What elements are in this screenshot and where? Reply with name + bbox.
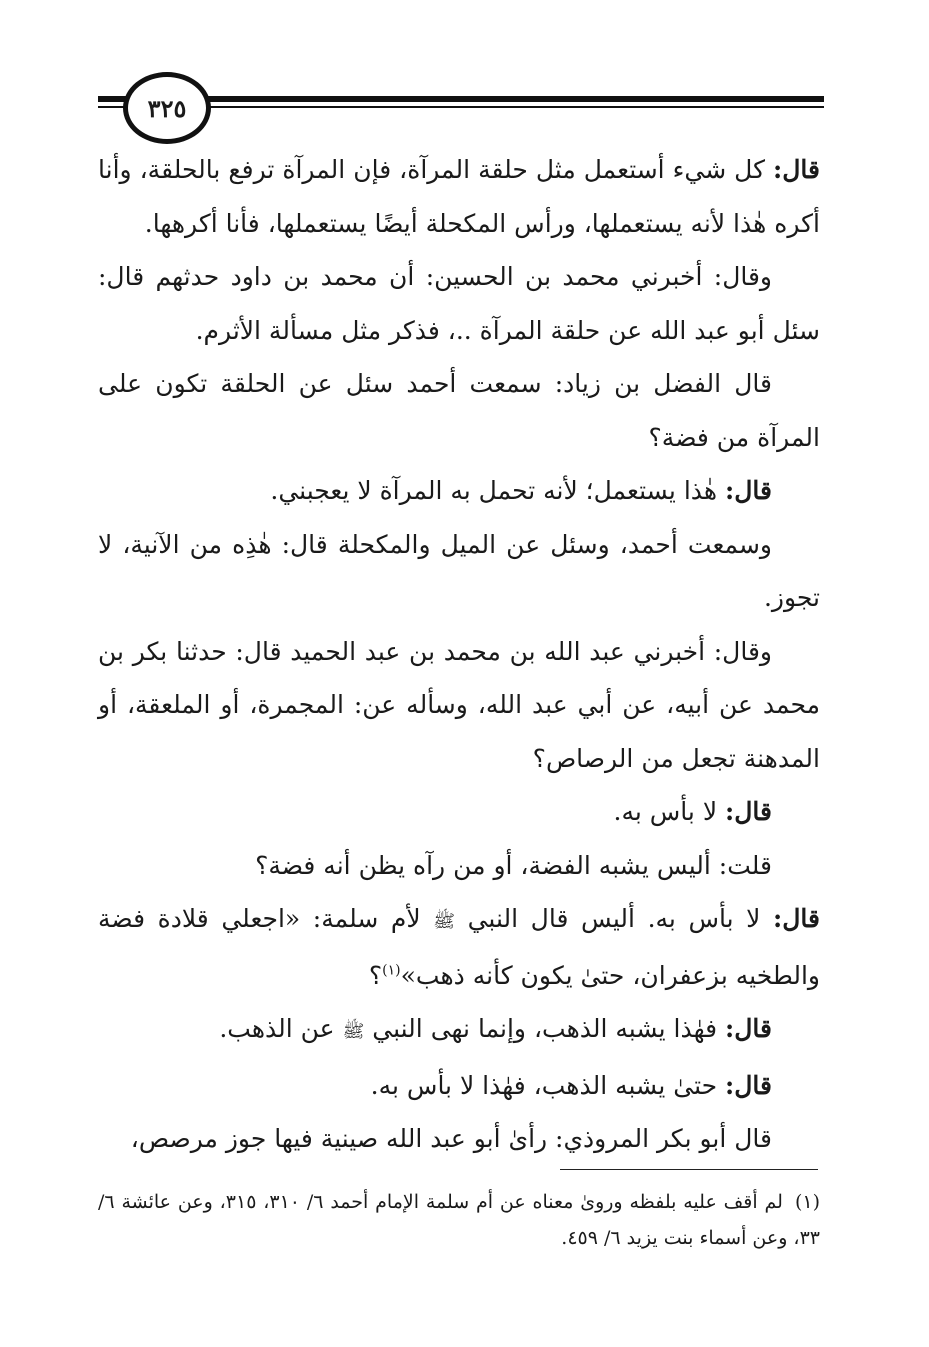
footnote (98, 1184, 820, 1256)
paragraph-2 (98, 250, 820, 357)
page-header (0, 60, 929, 140)
paragraph-text: لا بأس به. (613, 797, 726, 826)
paragraph-6 (98, 625, 820, 786)
paragraph-text: قال أبو بكر المروذي: رأىٰ أبو عبد الله صينية فيها جوز مرصص، (130, 1124, 772, 1153)
page-body (98, 143, 820, 1166)
salutation-symbol: ﷺ (433, 911, 455, 932)
footnote-text: لم أقف عليه بلفظه وروىٰ معناه عن أم سلمة الإمام أحمد ٦/ ٣١٠، ٣١٥، وعن عائشة ٦/ ٣٣، وعن أسماء بنت يزيد ٦/ ٤٥٩. (98, 1191, 820, 1249)
keyword-qala: قال: (773, 904, 820, 933)
paragraph-text: وقال: أخبرني محمد بن الحسين: أن محمد بن داود حدثهم قال: سئل أبو عبد الله عن حلقة المرآة ..، فذكر مثل مسألة الأثرم. (98, 262, 820, 345)
paragraph-text: وقال: أخبرني عبد الله بن محمد بن عبد الحميد قال: حدثنا بكر بن محمد عن أبيه، عن أبي عبد الله، وسأله عن: المجمرة، أو الملعقة، أو المدهنة تجعل من الرصاص؟ (98, 636, 820, 773)
keyword-qala: قال: (725, 797, 772, 826)
paragraph-12 (98, 1112, 820, 1166)
paragraph-1 (98, 143, 820, 250)
paragraph-text: كل شيء أستعمل مثل حلقة المرآة، فإن المرآة ترفع بالحلقة، وأنا أكره هٰذا لأنه يستعملها، ورأس المكحلة أيضًا يستعملها، فأنا أكرهها. (98, 155, 820, 238)
paragraph-text: عن الذهب. (219, 1014, 343, 1043)
paragraph-text: لأم سلمة: «اجعلي قلادة فضة والطخيه بزعفران، حتىٰ يكون كأنه ذهب» (98, 904, 820, 990)
paragraph-text: قلت: أليس يشبه الفضة، أو من رآه يظن أنه فضة؟ (255, 850, 772, 880)
paragraph-3 (98, 357, 820, 464)
paragraph-text: فهٰذا يشبه الذهب، وإنما نهى النبي (364, 1014, 726, 1043)
keyword-qala: قال: (773, 155, 820, 184)
paragraph-text: لا بأس به. أليس قال النبي (454, 904, 774, 933)
keyword-qala: قال: (725, 476, 772, 505)
paragraph-5 (98, 518, 820, 625)
paragraph-text: حتىٰ يشبه الذهب، فهٰذا لا بأس به. (370, 1070, 726, 1100)
paragraph-text: قال الفضل بن زياد: سمعت أحمد سئل عن الحلقة تكون على المرآة من فضة؟ (98, 369, 820, 452)
page-number (123, 72, 211, 144)
keyword-qala: قال: (725, 1014, 772, 1043)
paragraph-text: هٰذا يستعمل؛ لأنه تحمل به المرآة لا يعجبني. (270, 476, 726, 505)
keyword-qala: قال: (725, 1070, 772, 1100)
paragraph-8 (98, 839, 820, 893)
paragraph-10 (98, 1002, 820, 1059)
paragraph-text: ؟ (368, 960, 383, 990)
paragraph-4 (98, 464, 820, 518)
footnote-reference[interactable]: (١) (382, 962, 401, 979)
page-number-text: ٣٢٥ (147, 93, 187, 123)
paragraph-text: وسمعت أحمد، وسئل عن الميل والمكحلة قال: هٰذِه من الآنية، لا تجوز. (98, 529, 820, 612)
paragraph-9 (98, 892, 820, 1002)
footnote-separator (560, 1169, 818, 1170)
salutation-symbol: ﷺ (342, 1021, 365, 1042)
paragraph-7 (98, 785, 820, 839)
footnote-number: (١) (794, 1191, 820, 1213)
paragraph-11 (98, 1059, 820, 1113)
